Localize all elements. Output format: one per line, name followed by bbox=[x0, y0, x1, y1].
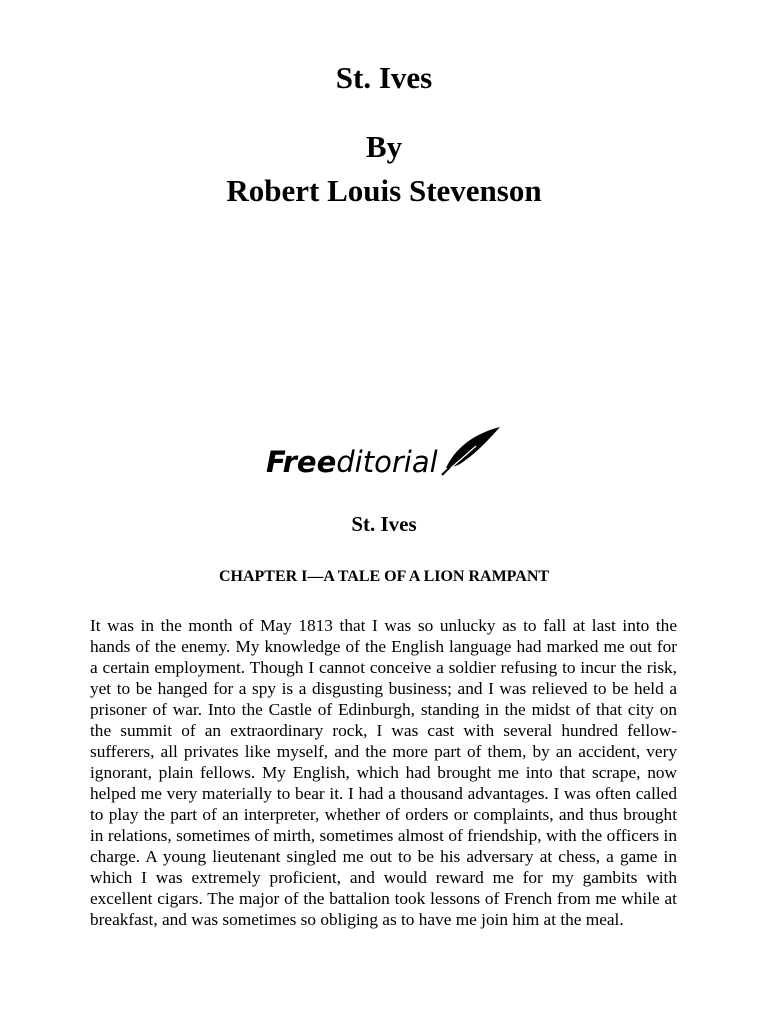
freeditorial-logo bbox=[264, 424, 504, 480]
author-name: Robert Louis Stevenson bbox=[226, 173, 542, 208]
logo-wordmark bbox=[266, 445, 438, 479]
quill-feather-icon bbox=[442, 427, 500, 475]
chapter-heading: CHAPTER I—A TALE OF A LION RAMPANT bbox=[218, 568, 550, 585]
logo-wordmark-ditorial: ditorial bbox=[336, 445, 438, 479]
chapter-paragraph: It was in the month of May 1813 that I was so unlucky as to fall at last into the hands of the enemy. My knowledge of the English language had marked me out for a certain employment. Though I cannot conceive a soldier refusing to incur the risk, yet to be hanged for a spy is a disgusting business; and I was relieved to be held a prisoner of war. Into the Castle of Edinburgh, standing in the midst of that city on the summit of an extraordinary rock, I was cast with several hundred fellow-sufferers, all privates like myself, and the more part of them, by an accident, very ignorant, plain fellows. My English, which had brought me into that scrape, now helped me very materially to bear it. I had a thousand advantages. I was often called to play the part of an interpreter, whether of orders or complaints, and thus brought in relations, sometimes of mirth, sometimes almost of friendship, with the officers in charge. A young lieutenant singled me out to be his adversary at chess, a game in which I was extremely proficient, and would reward me for my gambits with excellent cigars. The major of the battalion took lessons of French from me while at breakfast, and was sometimes so obliging as to have me join him at the meal. bbox=[90, 616, 677, 929]
byline bbox=[0, 125, 768, 213]
book-title: St. Ives bbox=[335, 60, 433, 95]
byline-by: By bbox=[365, 129, 403, 164]
content-subtitle: St. Ives bbox=[351, 512, 417, 536]
logo-wordmark-free: Free bbox=[266, 445, 337, 479]
